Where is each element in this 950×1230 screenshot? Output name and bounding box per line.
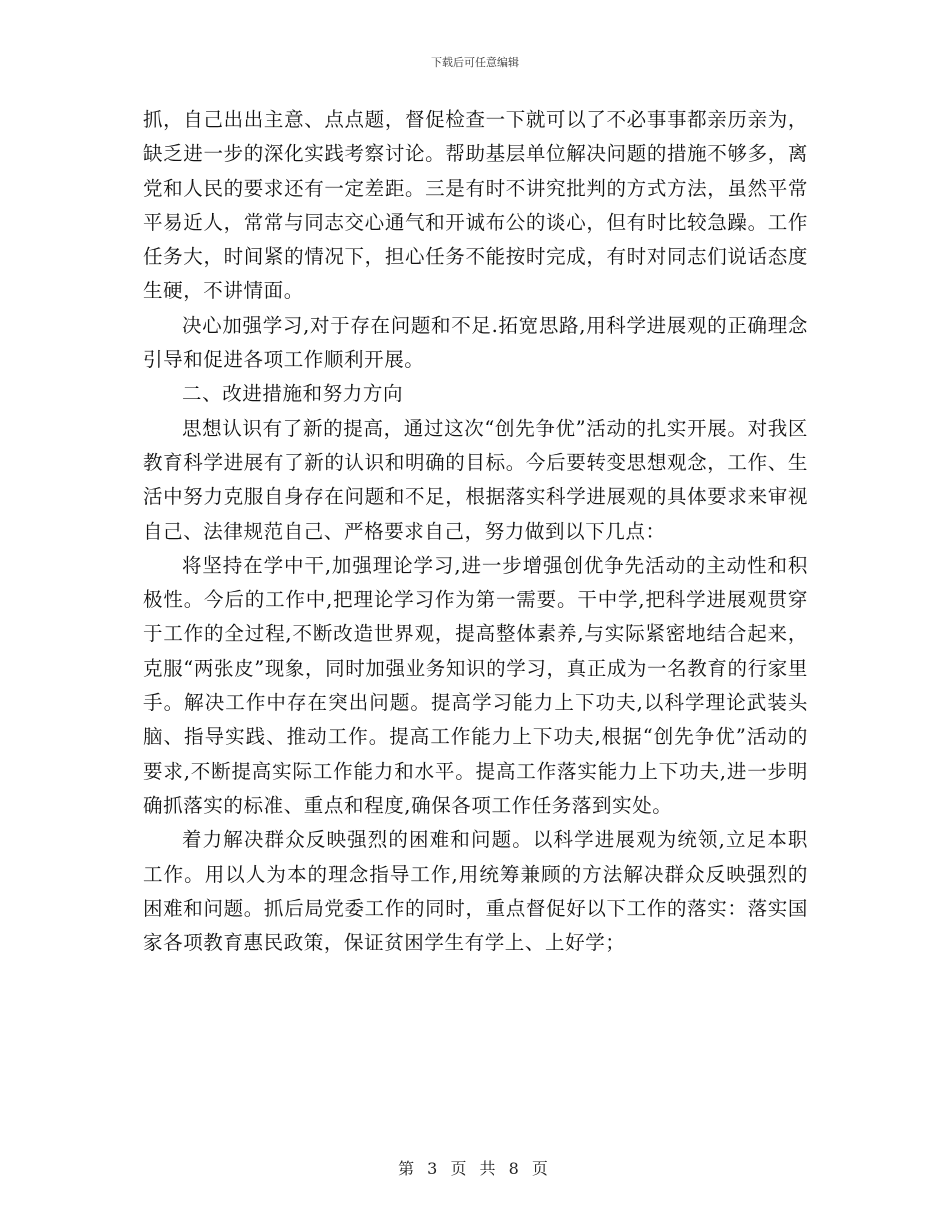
document-body bbox=[143, 103, 808, 960]
paragraph: 决心加强学习,对于存在问题和不足.拓宽思路,用科学进展观的正确理念引导和促进各项工作顺利开展。 bbox=[143, 313, 808, 372]
paragraph: 抓，自己出出主意、点点题，督促检查一下就可以了不必事事都亲历亲为，缺乏进一步的深化实践考察讨论。帮助基层单位解决问题的措施不够多，离党和人民的要求还有一定差距。三是有时不讲究批判的方式方法，虽然平常平易近人，常常与同志交心通气和开诚布公的谈心，但有时比较急躁。工作任务大，时间紧的情况下，担心任务不能按时完成，有时对同志们说话态度生硬，不讲情面。 bbox=[143, 108, 808, 303]
page-header: 下载后可任意编辑 bbox=[431, 56, 519, 69]
section-heading: 二、改进措施和努力方向 bbox=[182, 382, 404, 406]
page-number: 第 3 页 共 8 页 bbox=[398, 1159, 552, 1178]
paragraph: 着力解决群众反映强烈的困难和问题。以科学进展观为统领,立足本职工作。用以人为本的理念指导工作,用统筹兼顾的方法解决群众反映强烈的困难和问题。抓后局党委工作的同时，重点督促好以下工作的落实：落实国家各项教育惠民政策，保证贫困学生有学上、上好学； bbox=[143, 828, 808, 955]
paragraph: 思想认识有了新的提高，通过这次“创先争优”活动的扎实开展。对我区教育科学进展有了新的认识和明确的目标。今后要转变思想观念，工作、生活中努力克服自身存在问题和不足，根据落实科学进展观的具体要求来审视自己、法律规范自己、严格要求自己，努力做到以下几点： bbox=[143, 416, 808, 543]
paragraph: 将坚持在学中干,加强理论学习,进一步增强创优争先活动的主动性和积极性。今后的工作中,把理论学习作为第一需要。干中学,把科学进展观贯穿于工作的全过程,不断改造世界观，提高整体素养,与实际紧密地结合起来，克服“两张皮”现象，同时加强业务知识的学习，真正成为一名教育的行家里手。解决工作中存在突出问题。提高学习能力上下功夫,以科学理论武装头脑、指导实践、推动工作。提高工作能力上下功夫,根据“创先争优”活动的要求,不断提高实际工作能力和水平。提高工作落实能力上下功夫,进一步明确抓落实的标准、重点和程度,确保各项工作任务落到实处。 bbox=[143, 553, 808, 817]
